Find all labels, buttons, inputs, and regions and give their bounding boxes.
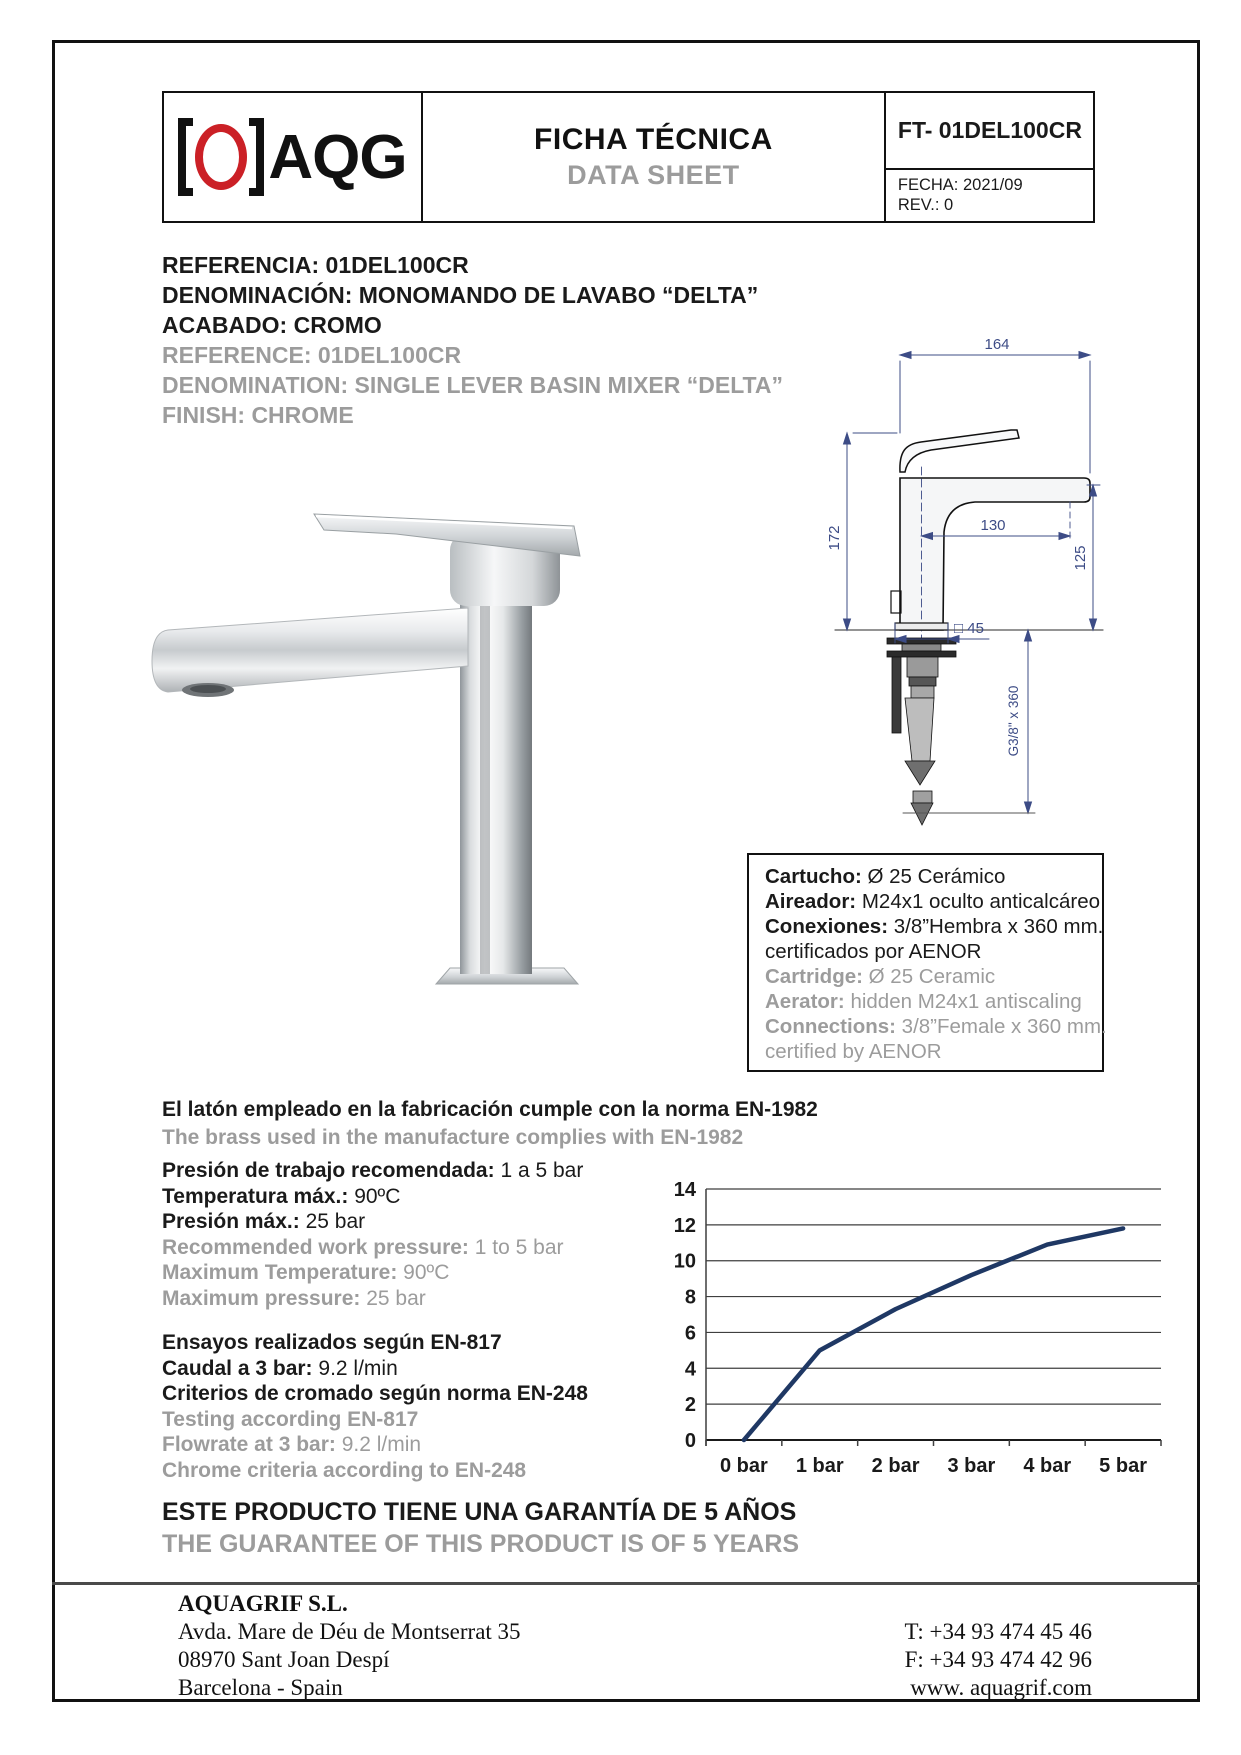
website: www. aquagrif.com [910, 1675, 1092, 1700]
pressure-label: Recommended work pressure: [162, 1235, 469, 1259]
footer-address [178, 1590, 521, 1702]
dim-label-hose: G3/8" x 360 [1006, 685, 1021, 757]
chart-y-tick-label: 0 [684, 1430, 696, 1452]
chart-y-tick-label: 2 [684, 1394, 696, 1417]
test-label: Caudal a 3 bar: [162, 1356, 313, 1380]
pressure-specs [162, 1158, 583, 1311]
pressure-line [162, 1158, 583, 1184]
dim-label-spout-height: 125 [1072, 545, 1089, 571]
chart-y-tick-label: 10 [673, 1250, 696, 1273]
phone-number: T: +34 93 474 45 46 [904, 1619, 1092, 1644]
test-label: Flowrate at 3 bar: [162, 1433, 336, 1456]
dim-label-spout-reach: 130 [980, 517, 1006, 534]
dim-label-base-square: □ 45 [954, 620, 984, 637]
spec-line [765, 989, 1102, 1014]
spec-line [765, 1014, 1107, 1039]
pressure-value: 90ºC [397, 1261, 450, 1284]
pressure-label: Maximum pressure: [162, 1286, 361, 1310]
chart-x-tick-label: 3 bar [947, 1455, 996, 1477]
product-photo-faucet [128, 468, 653, 993]
pressure-line [162, 1209, 583, 1235]
faucet-photo-group [152, 514, 580, 984]
title-cell [421, 93, 884, 221]
test-line [162, 1458, 588, 1484]
footer-contacts [904, 1618, 1092, 1702]
warranty-en: THE GUARANTEE OF THIS PRODUCT IS OF 5 YEARS [162, 1529, 800, 1558]
product-info [162, 250, 783, 430]
warranty [162, 1497, 799, 1560]
spec-label: Connections: [765, 1015, 896, 1038]
product-reference-en: REFERENCE: 01DEL100CR [162, 342, 462, 368]
logo-bracket-left-icon [178, 118, 193, 196]
column-shade [480, 606, 490, 974]
warranty-es: ESTE PRODUCTO TIENE UNA GARANTÍA DE 5 AÑOS [162, 1498, 797, 1526]
address-line-3: Barcelona - Spain [178, 1675, 343, 1700]
test-value: 9.2 l/min [312, 1356, 398, 1380]
test-line [162, 1407, 588, 1433]
flowrate-chart [628, 1179, 1173, 1489]
brass-norm-en: The brass used in the manufacture complies with EN-1982 [162, 1126, 744, 1149]
chart-y-tick-label: 6 [684, 1322, 696, 1345]
pressure-line [162, 1235, 583, 1261]
pressure-value: 1 a 5 bar [494, 1159, 584, 1182]
pressure-label: Presión máx.: [162, 1210, 300, 1233]
brass-norm [162, 1096, 818, 1152]
pressure-line [162, 1184, 583, 1210]
spec-value: 3/8”Hembra x 360 mm. [888, 915, 1104, 938]
dim-label-total-width: 164 [984, 336, 1010, 353]
product-reference-es: REFERENCIA: 01DEL100CR [162, 252, 469, 278]
product-finish-es: ACABADO: CROMO [162, 312, 382, 338]
spec-line [765, 864, 1102, 889]
spec-value: certificados por AENOR [765, 940, 982, 963]
doc-title-es: FICHA TÉCNICA [534, 123, 773, 156]
header-table [162, 91, 1095, 223]
product-denomination-en: DENOMINATION: SINGLE LEVER BASIN MIXER “DELTA” [162, 372, 784, 398]
test-label: Ensayos realizados según EN-817 [162, 1331, 502, 1354]
spec-value: hidden M24x1 antiscaling [844, 990, 1082, 1013]
chart-x-tick-label: 1 bar [795, 1455, 844, 1477]
chart-y-tick-label: 14 [673, 1179, 696, 1201]
testing-specs [162, 1330, 588, 1483]
doc-reference: FT- 01DEL100CR [886, 93, 1093, 170]
faucet-handle [314, 514, 580, 556]
pressure-label: Temperatura máx.: [162, 1184, 349, 1208]
spec-line [765, 889, 1102, 914]
test-line [162, 1432, 588, 1458]
spec-line [765, 964, 1102, 989]
spec-value: certified by AENOR [765, 1040, 942, 1063]
test-line [162, 1356, 588, 1382]
pressure-value: 25 bar [299, 1210, 366, 1233]
brass-norm-es: El latón empleado en la fabricación cumple con la norma EN-1982 [162, 1098, 818, 1121]
dim-total-height [844, 433, 898, 630]
test-line [162, 1381, 588, 1407]
spec-box [747, 853, 1107, 1072]
spec-line [765, 939, 1102, 964]
logo-bracket-right-icon [249, 118, 264, 196]
aqg-logo [178, 118, 406, 196]
pressure-value: 1 to 5 bar [468, 1235, 564, 1259]
company-name: AQUAGRIF S.L. [178, 1591, 348, 1616]
product-finish-en: FINISH: CHROME [162, 402, 354, 428]
spec-line [765, 914, 1102, 939]
pressure-label: Maximum Temperature: [162, 1261, 398, 1284]
chart-y-tick-label: 12 [673, 1214, 696, 1237]
chart-y-tick-label: 4 [684, 1358, 696, 1381]
chart-y-tick-label: 8 [684, 1286, 696, 1309]
dim-total-width [900, 352, 1090, 474]
logo-ring-icon [195, 124, 247, 190]
pressure-value: 25 bar [360, 1286, 426, 1310]
drawing-handle [900, 430, 1019, 472]
pressure-line [162, 1260, 583, 1286]
pressure-line [162, 1286, 583, 1312]
pressure-value: 90ºC [348, 1184, 401, 1208]
spec-label: Conexiones: [765, 915, 889, 938]
base-flange [895, 623, 948, 630]
spec-value: Ø 25 Cerámico [861, 865, 1006, 888]
test-label: Criterios de cromado según norma EN-248 [162, 1382, 588, 1405]
test-label: Chrome criteria according to EN-248 [162, 1458, 527, 1482]
dim-hose [1025, 630, 1032, 813]
test-line [162, 1330, 588, 1356]
underdeck-hardware [887, 638, 956, 825]
chart-x-tick-label: 4 bar [1023, 1455, 1072, 1477]
doc-date: FECHA: 2021/09 [897, 176, 1023, 194]
aerator-inner [190, 685, 226, 693]
ref-cell [884, 93, 1093, 221]
spec-label: Cartucho: [765, 865, 862, 888]
spec-value: M24x1 oculto anticalcáreo [856, 890, 1100, 913]
doc-revision: REV.: 0 [897, 196, 954, 214]
doc-meta [886, 170, 1093, 221]
chart-x-tick-label: 0 bar [720, 1455, 768, 1477]
logo-text: AQG [268, 122, 407, 192]
fax-number: F: +34 93 474 42 96 [904, 1647, 1092, 1672]
footer-divider [52, 1582, 1200, 1585]
doc-title-en: DATA SHEET [567, 160, 740, 190]
address-line-1: Avda. Mare de Déu de Montserrat 35 [178, 1619, 521, 1644]
test-label: Testing according EN-817 [162, 1407, 419, 1431]
product-denomination-es: DENOMINACIÓN: MONOMANDO DE LAVABO “DELTA” [162, 282, 759, 308]
pressure-label: Presión de trabajo recomendada: [162, 1159, 495, 1182]
dim-label-total-height: 172 [826, 525, 843, 551]
spec-value: 3/8”Female x 360 mm. [895, 1015, 1107, 1038]
test-value: 9.2 l/min [335, 1433, 422, 1456]
spec-label: Cartridge: [765, 965, 863, 988]
technical-drawing [735, 333, 1110, 838]
drawing-faucet-outline [900, 478, 1090, 630]
spec-label: Aerator: [765, 990, 845, 1013]
chart-x-tick-label: 2 bar [871, 1455, 920, 1477]
faucet-spout [152, 608, 468, 692]
faucet-column [460, 598, 532, 974]
address-line-2: 08970 Sant Joan Despí [178, 1647, 390, 1672]
chart-x-tick-label: 5 bar [1099, 1455, 1147, 1477]
spec-label: Aireador: [765, 890, 857, 913]
logo-cell [164, 93, 421, 221]
spec-line [765, 1039, 1102, 1064]
spec-value: Ø 25 Ceramic [862, 965, 996, 988]
